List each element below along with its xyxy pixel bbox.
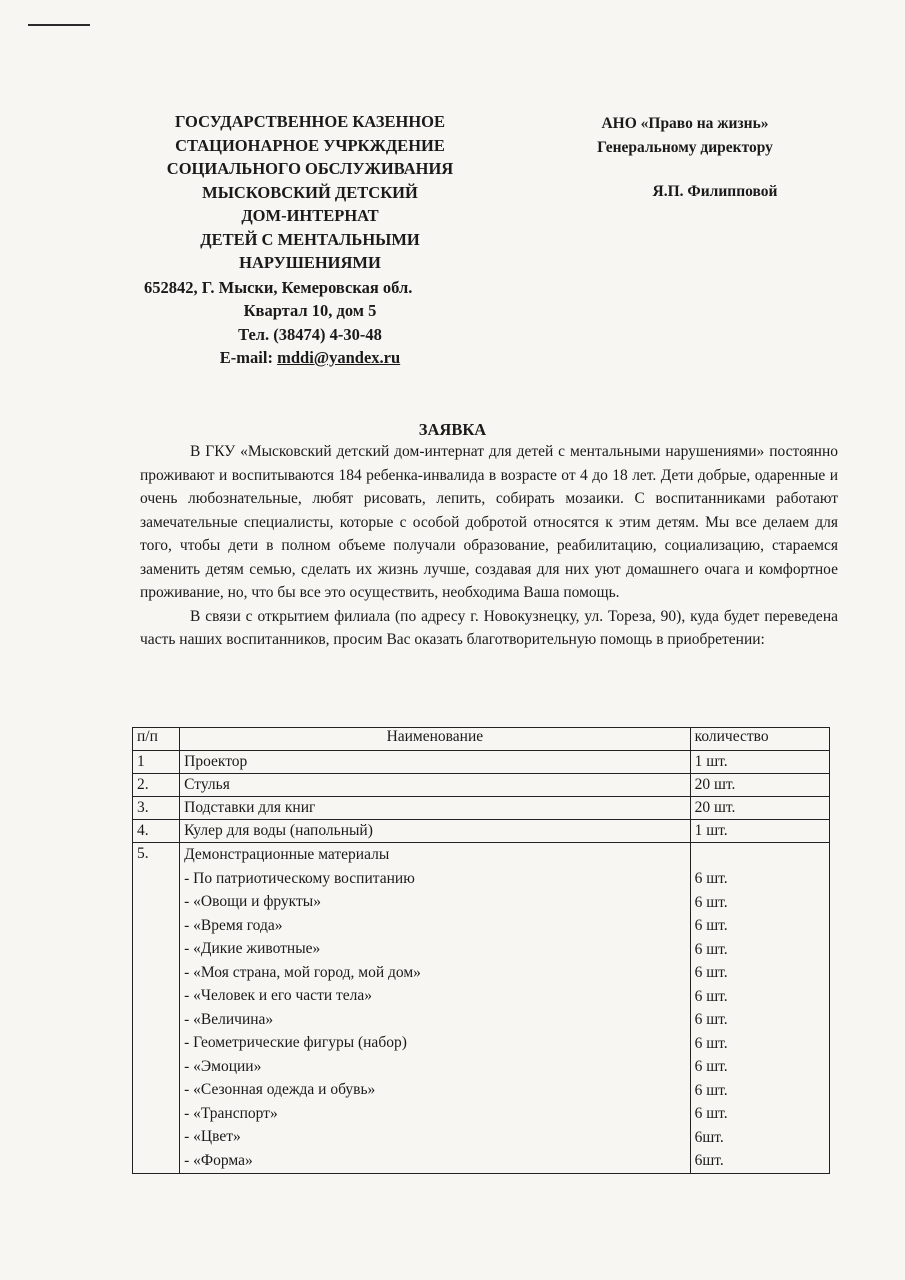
org-line: ГОСУДАРСТВЕННОЕ КАЗЕННОЕ <box>174 112 446 131</box>
column-header-number: п/п <box>133 728 180 751</box>
group-cell <box>180 843 690 1174</box>
row-number: 4. <box>133 820 180 843</box>
list-item: - «Овощи и фрукты» <box>184 893 321 910</box>
table-row-group <box>133 843 830 1174</box>
table-header-row <box>133 728 830 751</box>
email-label: E-mail: <box>219 348 273 367</box>
row-name: Подставки для книг <box>180 797 690 820</box>
list-item-quantity: 6 шт. <box>694 987 728 1005</box>
list-item-quantity: 6шт. <box>694 1152 724 1169</box>
sender-organization <box>120 110 500 275</box>
list-item: - «Сезонная одежда и обувь» <box>184 1081 376 1098</box>
list-item-quantity: 6 шт. <box>694 1081 728 1099</box>
paragraph-intro: В ГКУ «Мысковский детский дом-интернат для детей с ментальными нарушениями» постоянно проживают и воспитываются 184 ребенка-инвалида в возрасте от 4 до 18 лет. Дети добрые, одаренные и очень любознательные, любят рисовать, лепить, собирать мозаики. С воспитанниками работают замечательные специалисты, которые с особой добротой относятся к этим детям. Мы все делаем для того, чтобы дети в полном объеме получали образование, реабилитацию, социализацию, стараемся заменить детям семью, сделать их жизнь лучше, создавая для них уют домашнего очага и комфортное проживание, но, что бы все это осуществить, необходима Ваша помощь. <box>140 443 838 601</box>
sender-email-row <box>120 346 500 370</box>
items-table <box>132 727 830 1174</box>
row-quantity: 20 шт. <box>690 797 829 820</box>
group-title: Демонстрационные материалы <box>184 846 390 863</box>
org-line: ДОМ-ИНТЕРНАТ <box>241 206 379 225</box>
list-item: - По патриотическому воспитанию <box>184 869 415 887</box>
row-number: 2. <box>133 774 180 797</box>
org-line: СТАЦИОНАРНОЕ УЧРКЖДЕНИЕ <box>175 135 445 155</box>
org-line: ДЕТЕЙ С МЕНТАЛЬНЫМИ <box>200 229 420 249</box>
list-item-quantity: 6 шт. <box>694 1034 728 1052</box>
list-item-quantity: 6 шт. <box>694 1011 728 1028</box>
document-body <box>140 440 838 652</box>
scan-mark <box>28 24 90 26</box>
recipient-name: Я.П. Филипповой <box>652 183 778 200</box>
list-item: - «Дикие животные» <box>184 940 321 957</box>
row-number: 5. <box>133 843 180 1174</box>
row-number: 1 <box>133 751 180 774</box>
sender-phone: Тел. (38474) 4-30-48 <box>238 324 382 344</box>
list-item: - «Форма» <box>184 1151 253 1169</box>
recipient-block <box>560 112 810 204</box>
table-row <box>133 797 830 820</box>
row-name: Стулья <box>180 774 690 797</box>
column-header-name: Наименование <box>180 728 690 751</box>
row-quantity: 20 шт. <box>690 774 829 797</box>
list-item: - «Время года» <box>184 916 283 934</box>
list-item-quantity: 6 шт. <box>694 940 728 958</box>
org-line: НАРУШЕНИЯМИ <box>239 253 381 272</box>
list-item: - «Человек и его части тела» <box>184 987 373 1004</box>
row-quantity: 1 шт. <box>690 751 829 774</box>
list-item: - «Цвет» <box>184 1128 241 1145</box>
row-number: 3. <box>133 797 180 820</box>
recipient-organization: АНО «Право на жизнь» <box>601 115 769 132</box>
email-link[interactable]: mddi@yandex.ru <box>277 348 401 367</box>
list-item-quantity: 6 шт. <box>694 964 728 981</box>
table-row <box>133 820 830 843</box>
org-line: СОЦИАЛЬНОГО ОБСЛУЖИВАНИЯ <box>166 159 454 178</box>
list-item: - «Эмоции» <box>184 1057 262 1075</box>
row-quantity: 1 шт. <box>690 820 829 843</box>
sender-address-line1: 652842, Г. Мыски, Кемеровская обл. <box>144 277 413 297</box>
list-item: - «Моя страна, мой город, мой дом» <box>184 963 421 981</box>
row-name: Кулер для воды (напольный) <box>180 820 690 843</box>
list-item: - «Транспорт» <box>184 1104 278 1122</box>
list-item-quantity: 6 шт. <box>694 1058 728 1075</box>
sender-contacts <box>120 276 500 370</box>
list-item-quantity: 6шт. <box>694 1128 724 1146</box>
list-item-quantity: 6 шт. <box>694 917 728 934</box>
list-item-quantity: 6 шт. <box>694 1105 728 1122</box>
column-header-quantity: количество <box>690 728 829 751</box>
group-quantities <box>690 843 829 1174</box>
list-item-quantity: 6 шт. <box>694 870 728 887</box>
list-item: - «Величина» <box>184 1010 274 1028</box>
document-title: ЗАЯВКА <box>418 420 487 439</box>
table-row <box>133 751 830 774</box>
recipient-position: Генеральному директору <box>597 138 773 156</box>
table-row <box>133 774 830 797</box>
sender-address-line2: Квартал 10, дом 5 <box>243 301 377 320</box>
list-item: - Геометрические фигуры (набор) <box>184 1034 407 1051</box>
org-line: МЫСКОВСКИЙ ДЕТСКИЙ <box>202 182 418 202</box>
sender-block <box>120 110 500 370</box>
row-name: Проектор <box>180 751 690 774</box>
list-item-quantity: 6 шт. <box>694 893 728 911</box>
paragraph-request: В связи с открытием филиала (по адресу г. Новокузнецку, ул. Тореза, 90), куда будет переведена часть наших воспитанников, просим Вас оказать благотворительную помощь в приобретении: <box>140 607 838 648</box>
